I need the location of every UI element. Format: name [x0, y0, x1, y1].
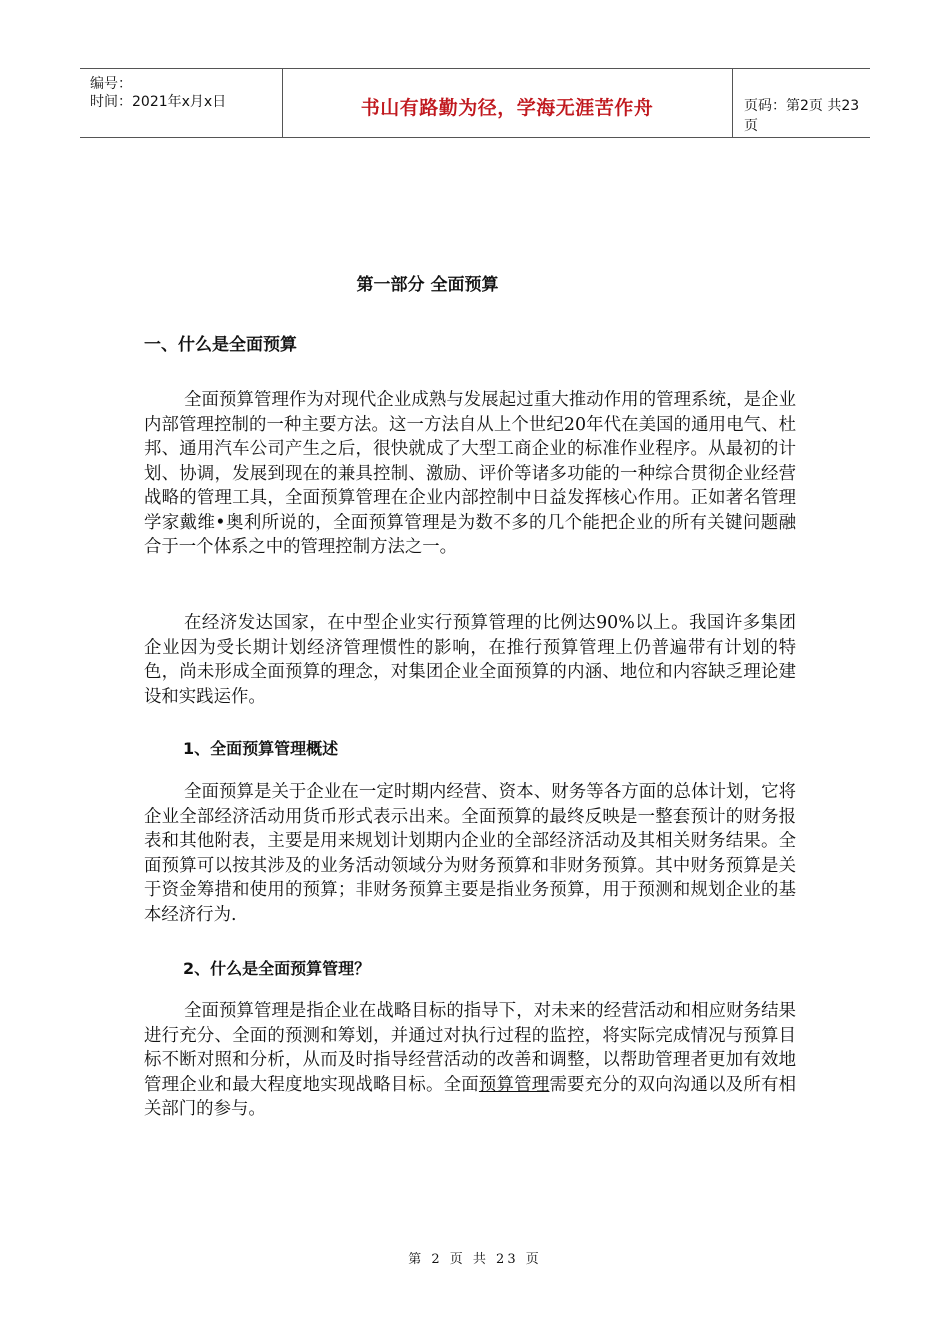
- part-title: 第一部分 全面预算: [356, 275, 499, 295]
- budget-management-link[interactable]: 预算管理: [478, 1074, 550, 1095]
- header-page-info: 页码：第2页 共23页: [744, 98, 860, 134]
- header-page-cell: [732, 69, 870, 137]
- document-number-label: 编号：: [90, 76, 132, 92]
- header-motto: 书山有路勤为径，学海无涯苦作舟: [360, 97, 654, 119]
- document-date-label: 时间：2021年x月x日: [90, 94, 227, 110]
- header-motto-cell: [282, 69, 733, 137]
- paragraph-1: 全面预算管理作为对现代企业成熟与发展起过重大推动作用的管理系统，是企业内部管理控制的一种主要方法。这一方法自从上个世纪20年代在美国的通用电气、杜邦、通用汽车公司产生之后，很快就成了大型工商企业的标准作业程序。从最初的计划、协调，发展到现在的兼具控制、激励、评价等诸多功能的一种综合贯彻企业经营战略的管理工具，全面预算管理在企业内部控制中日益发挥核心作用。正如著名管理学家戴维•奥利所说的，全面预算管理是为数不多的几个能把企业的所有关键问题融合于一个体系之中的管理控制方法之一。: [144, 390, 796, 557]
- subsection-heading-overview: 1、全面预算管理概述: [183, 739, 339, 758]
- paragraph-2: 在经济发达国家，在中型企业实行预算管理的比例达90%以上。我国许多集团企业因为受长期计划经济管理惯性的影响，在推行预算管理上仍普遍带有计划的特色，尚未形成全面预算的理念，对集团企业全面预算的内涵、地位和内容缺乏理论建设和实践运作。: [144, 613, 796, 707]
- paragraph-4-text: 全面预算管理是指企业在战略目标的指导下，对未来的经营活动和相应财务结果进行充分、全面的预测和筹划，并通过对执行过程的监控，将实际完成情况与预算目标不断对照和分析，从而及时指导经营活动的改善和调整，以帮助管理者更加有效地管理企业和最大程度地实现战略目标。全面: [144, 1001, 796, 1095]
- page-header: [80, 68, 870, 138]
- paragraph-3: 全面预算是关于企业在一定时期内经营、资本、财务等各方面的总体计划，它将企业全部经济活动用货币形式表示出来。全面预算的最终反映是一整套预计的财务报表和其他附表，主要是用来规划计划期内企业的全部经济活动及其相关财务结果。全面预算可以按其涉及的业务活动领域分为财务预算和非财务预算。其中财务预算是关于资金筹措和使用的预算；非财务预算主要是指业务预算，用于预测和规划企业的基本经济行为.: [144, 782, 796, 925]
- section-heading-what-is-budget: 一、什么是全面预算: [144, 335, 297, 355]
- header-meta-cell: [80, 69, 283, 137]
- paragraph-4: [144, 999, 796, 1122]
- subsection-heading-what-is-management: 2、什么是全面预算管理？: [183, 959, 371, 978]
- paragraph-4-tail: 需要充分的双向沟通以及所有相关部门的参与。: [144, 1074, 796, 1119]
- page-footer: 第 2 页 共 23 页: [408, 1252, 542, 1267]
